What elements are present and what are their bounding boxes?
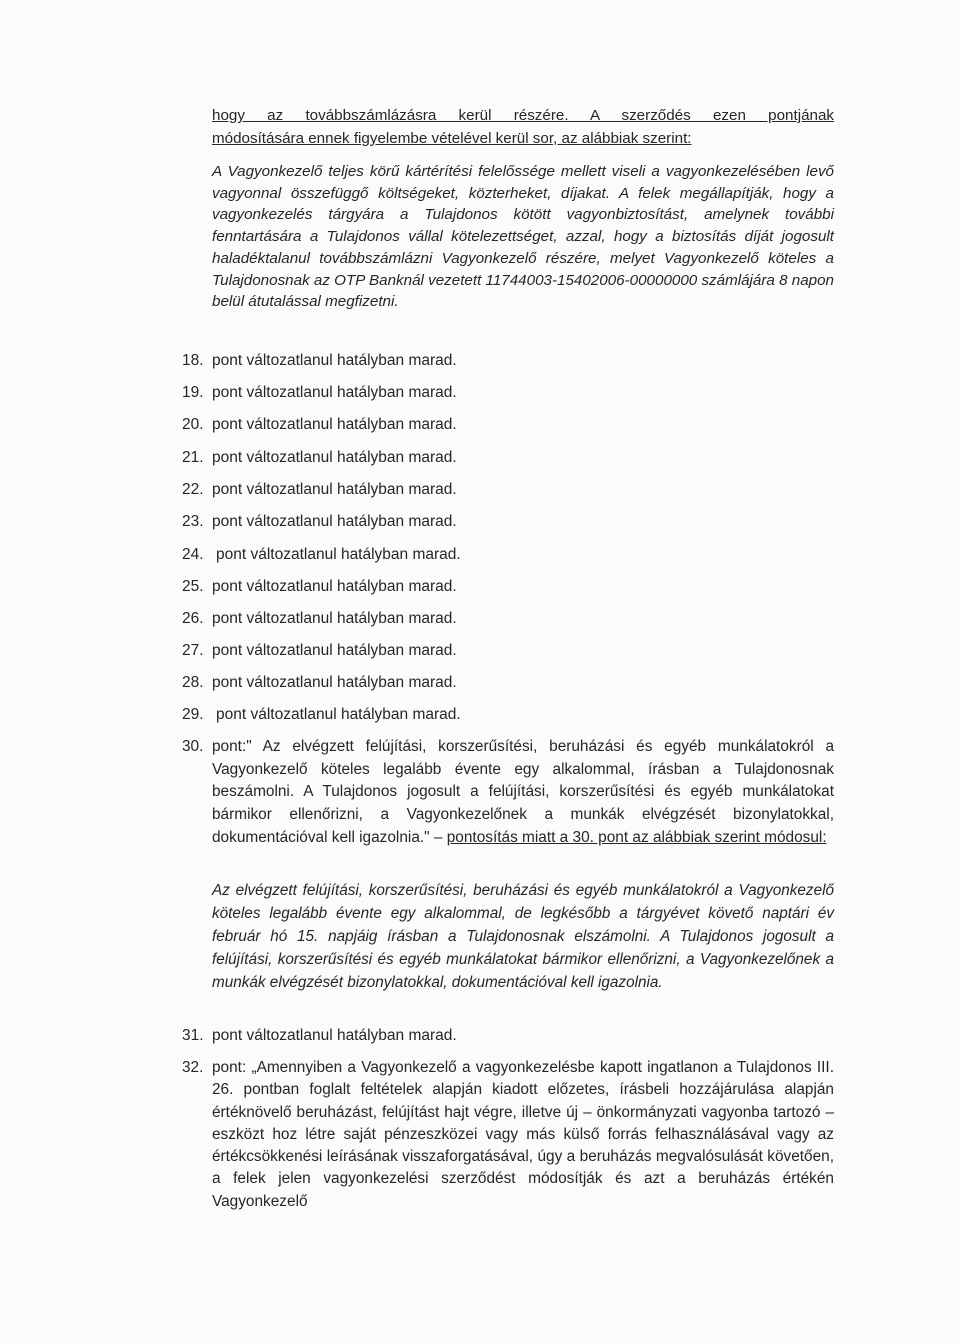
item-number: 27. [182, 642, 204, 659]
paragraph-30 [182, 736, 834, 850]
intro-line-1: hogy az továbbszámlázásra kerül részére. A szerződés ezen pontjának [212, 107, 834, 124]
intro-paragraph [212, 105, 834, 150]
item-text: pont változatlanul hatályban marad. [212, 1027, 457, 1044]
item-number: 32. [182, 1059, 204, 1076]
item-number: 31. [182, 1027, 204, 1044]
quoted-clause-17: A Vagyonkezelő teljes körű kártérítési felelőssége mellett viseli a vagyonkezelésében levő vagyonnal összefüggő költségeket, közterheket, díjakat. A felek megállapítják, hogy a vagyonkezelés tárgyára a Tulajdonos kötött vagyonbiztosítást, amelynek további fenntartására a Tulajdonos vállal kötelezettséget, azzal, hogy a biztosítás díját jogosult haladéktalanul továbbszámlázni Vagyonkezelő részére, melyet Vagyonkezelő köteles a Tulajdonosnak az OTP Banknál vezetett 11744003-15402006-00000000 számlájára 8 napon belül átutalással megfizetni. [212, 163, 834, 311]
item-number: 30. [182, 738, 204, 755]
item-number: 21. [182, 449, 204, 466]
paragraph-32 [182, 1057, 834, 1213]
item-number: 22. [182, 481, 204, 498]
paragraph-32-text: pont: „Amennyiben a Vagyonkezelő a vagyonkezelésbe kapott ingatlanon a Tulajdonos III. 26. pontban foglalt feltételek alapján kiadott előzetes, írásbeli hozzájárulása alapján értéknövelő beruházást, felújítást hajt végre, illetve új – önkormányzati vagyonba tartozó – eszközt hoz létre saját pénzeszközei vagy más külső forrás felhasználásával vagy az értékcsökkenési leírásának visszaforgatásával, úgy a beruházás megvalósulását követően, a felek jelen vagyonkezelési szerződést módosítják és azt a beruházás értékén Vagyonkezelő [212, 1059, 834, 1210]
paragraph-30-note: pontosítás miatt a 30. pont az alábbiak szerint módosul: [446, 828, 827, 846]
item-text: pont változatlanul hatályban marad. [212, 674, 457, 691]
item-text: pont változatlanul hatályban marad. [212, 449, 457, 466]
item-number: 19. [182, 384, 204, 401]
item-text: pont változatlanul hatályban marad. [212, 610, 457, 627]
item-text: pont változatlanul hatályban marad. [212, 642, 457, 659]
item-number: 29. [182, 706, 204, 723]
item-number: 25. [182, 578, 204, 595]
intro-line-2: módosítására ennek figyelembe vételével kerül sor, az alábbiak szerint: [212, 129, 692, 147]
item-text: pont változatlanul hatályban marad. [216, 546, 461, 563]
item-text: pont változatlanul hatályban marad. [212, 416, 457, 433]
item-number: 24. [182, 546, 204, 563]
item-text: pont változatlanul hatályban marad. [212, 384, 457, 401]
paragraph-30-text: pont:" Az elvégzett felújítási, korszerűsítési, beruházási és egyéb munkálatokról a Vagyonkezelő köteles legalább évente egy alkalommal, írásban a Tulajdonosnak beszámolni. A Tulajdonos jogosult a felújítási, korszerűsítési és egyéb munkálatokat bármikor ellenőrizni, a Vagyonkezelőnek a munkák elvégzését bizonylatokkal, dokumentációval kell igazolnia." – [212, 738, 834, 846]
item-text: pont változatlanul hatályban marad. [212, 578, 457, 595]
item-text: pont változatlanul hatályban marad. [216, 706, 461, 723]
item-number: 28. [182, 674, 204, 691]
item-text: pont változatlanul hatályban marad. [212, 513, 457, 530]
item-number: 20. [182, 416, 204, 433]
item-text: pont változatlanul hatályban marad. [212, 352, 457, 369]
quoted-clause-30: Az elvégzett felújítási, korszerűsítési, beruházási és egyéb munkálatokról a Vagyonkezelő köteles legalább évente egy alkalommal, de legkésőbb a tárgyévet követő naptári év február hó 15. napjáig írásban a Tulajdonosnak elszámolni. A Tulajdonos jogosult a felújítási, korszerűsítési és egyéb munkálatokat bármikor ellenőrizni, a Vagyonkezelőnek a munkák elvégzését bizonylatokkal, dokumentációval kell igazolnia. [212, 882, 834, 991]
item-text: pont változatlanul hatályban marad. [212, 481, 457, 498]
item-number: 18. [182, 352, 204, 369]
item-number: 26. [182, 610, 204, 627]
item-number: 23. [182, 513, 204, 530]
